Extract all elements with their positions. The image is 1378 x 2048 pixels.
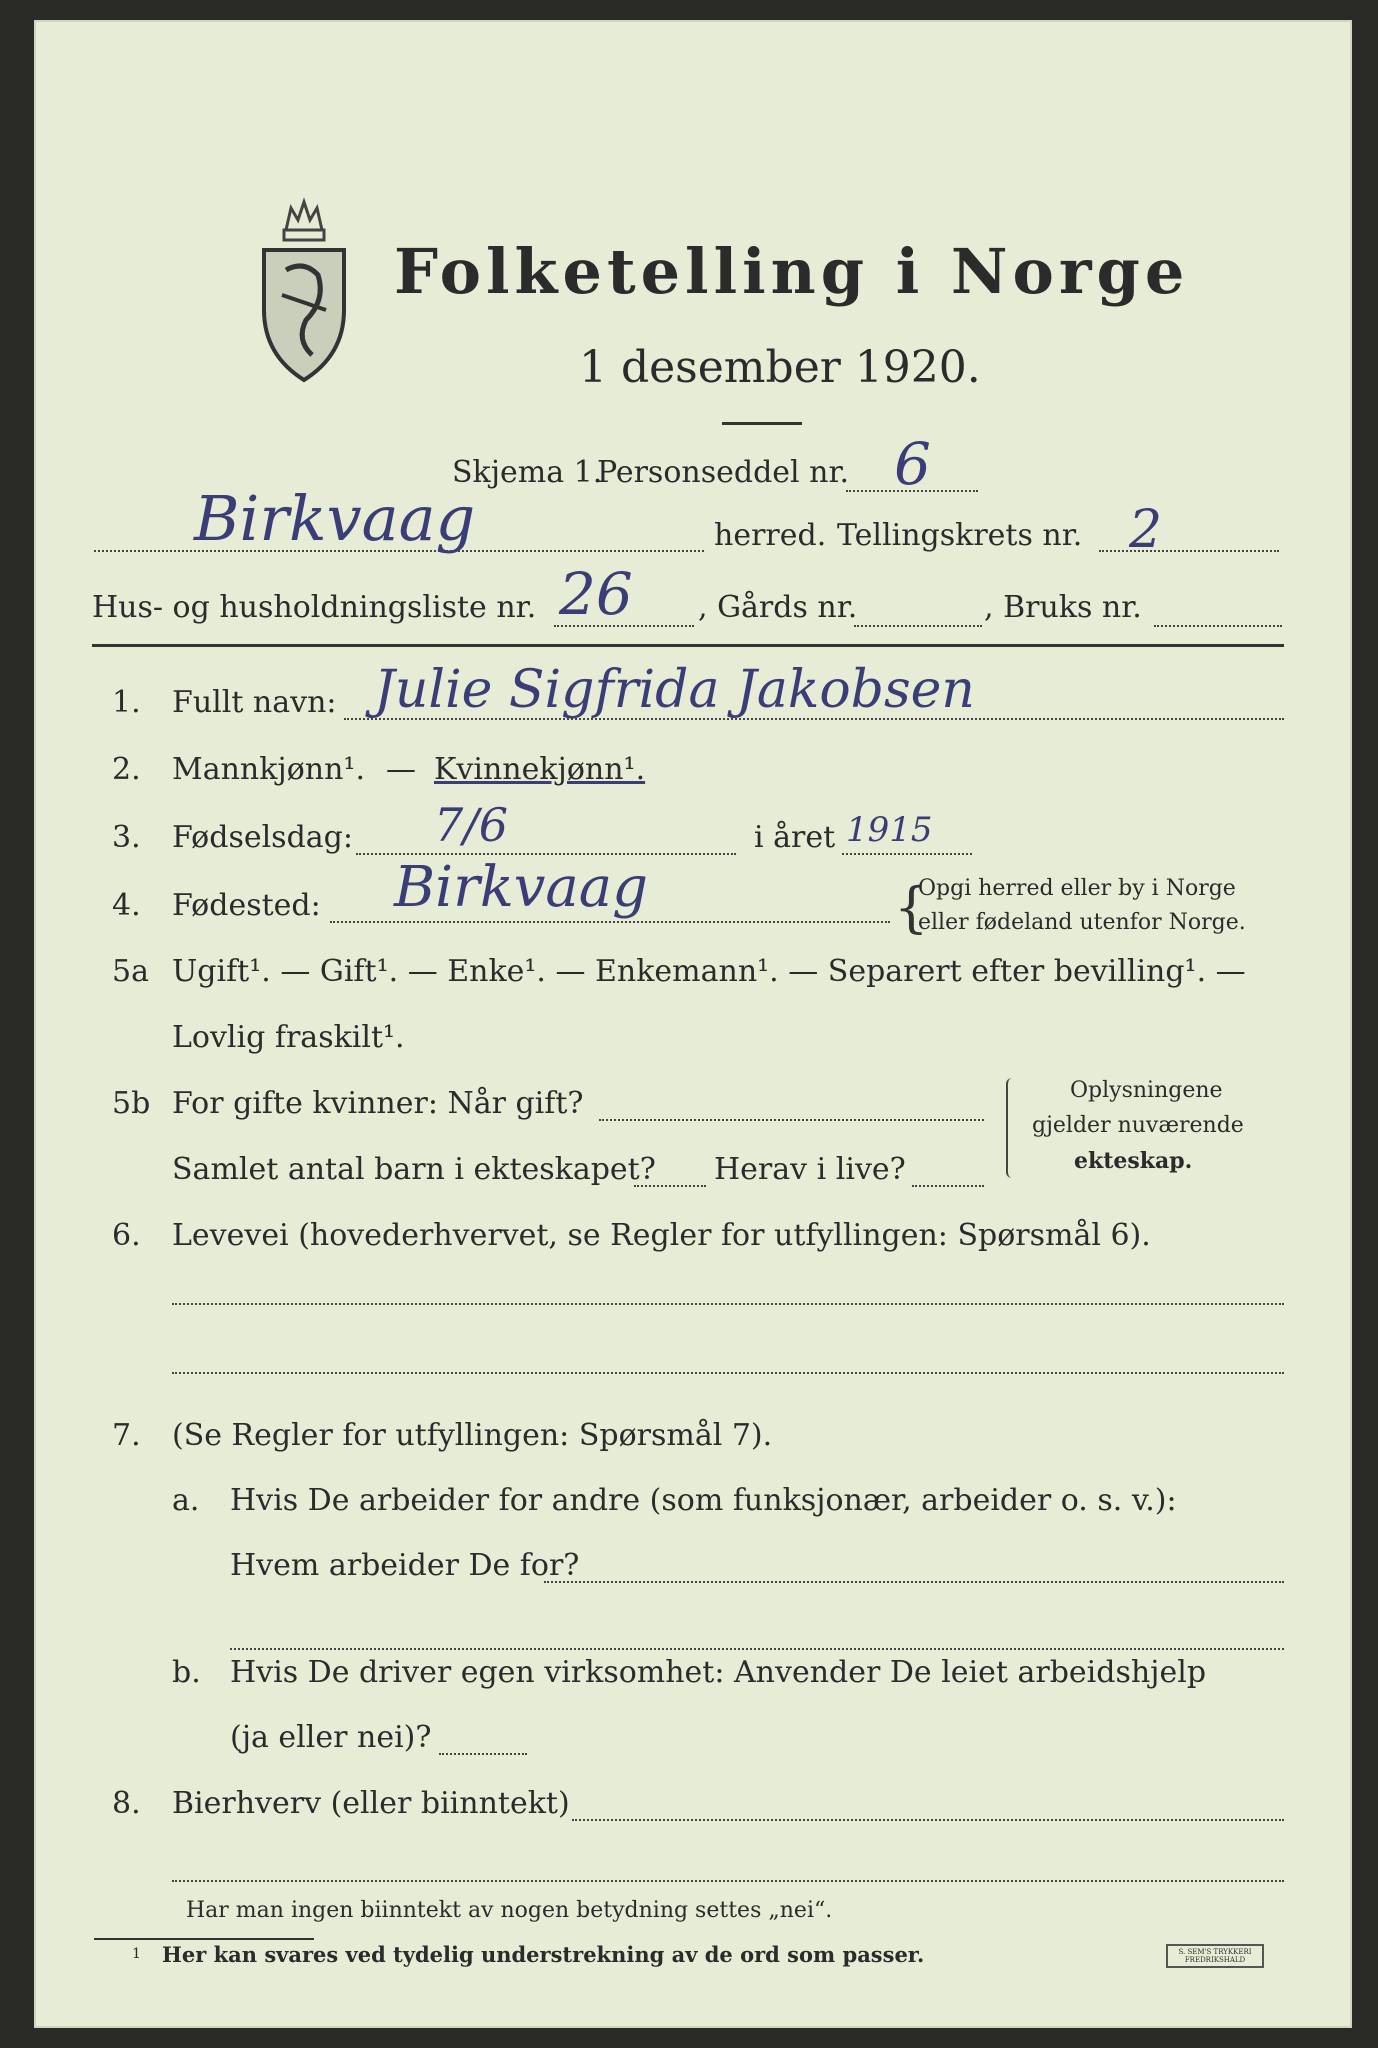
q5b-label-i-live: Herav i live?: [714, 1152, 906, 1187]
q7b-letter: b.: [172, 1655, 201, 1690]
husliste-label: Hus- og husholdningsliste nr.: [92, 590, 537, 625]
q3-label: Fødselsdag:: [172, 820, 353, 855]
q8-label: Bierhverv (eller biinntekt): [172, 1786, 570, 1821]
q5b-barn-field: [634, 1185, 706, 1187]
q2-number: 2.: [112, 752, 141, 787]
q5b-note-line1: Oplysningene: [1070, 1078, 1223, 1103]
q5b-nar-gift-field: [599, 1119, 984, 1121]
q5b-label-barn: Samlet antal barn i ekteskapet?: [172, 1152, 656, 1187]
q6-field-line1: [172, 1303, 1284, 1305]
header-divider: [92, 644, 1284, 647]
tellingskrets-field: [1099, 550, 1279, 552]
q4-label: Fødested:: [172, 888, 321, 923]
tellingskrets-label: Tellingskrets nr.: [837, 518, 1083, 553]
printer-stamp-line1: S. SEM'S TRYKKERI: [1178, 1948, 1252, 1956]
q6-field-line2: [172, 1372, 1284, 1374]
q2-mannkjonn: Mannkjønn¹.: [172, 752, 365, 787]
personseddel-label: Personseddel nr.: [597, 455, 850, 490]
husliste-value: 26: [559, 560, 633, 628]
q5a-line2: Lovlig fraskilt¹.: [172, 1020, 405, 1055]
personseddel-value: 6: [894, 430, 931, 498]
title-divider: [722, 422, 802, 425]
q7a-field-line2: [230, 1648, 1284, 1650]
q4-number: 4.: [112, 888, 141, 923]
q2-dash: —: [386, 752, 416, 787]
q5a-number: 5a: [112, 954, 149, 989]
q3-value: 7/6: [434, 798, 509, 852]
printer-stamp: [1166, 1944, 1264, 1968]
q8-note: Har man ingen biinntekt av nogen betydning settes „nei“.: [186, 1898, 833, 1923]
census-date: 1 desember 1920.: [579, 342, 981, 393]
herred-label: herred.: [714, 518, 827, 553]
q1-label: Fullt navn:: [172, 685, 337, 720]
herred-value: Birkvaag: [194, 482, 476, 555]
q5b-i-live-field: [912, 1185, 984, 1187]
q7a-line1: Hvis De arbeider for andre (som funksjonær, arbeider o. s. v.):: [230, 1483, 1177, 1518]
q4-note-line2: eller fødeland utenfor Norge.: [918, 910, 1246, 935]
q7a-line2: Hvem arbeider De for?: [230, 1548, 580, 1583]
q2-kvinnekjonn: Kvinnekjønn¹.: [434, 752, 646, 787]
q8-field-line2: [172, 1880, 1284, 1882]
q1-value: Julie Sigfrida Jakobsen: [374, 660, 975, 720]
q3-aaret-value: 1915: [846, 810, 933, 850]
q4-value: Birkvaag: [394, 855, 649, 920]
bruks-label: , Bruks nr.: [984, 590, 1142, 625]
q7b-line1: Hvis De driver egen virksomhet: Anvender De leiet arbeidshjelp: [230, 1655, 1207, 1690]
q7b-line2: (ja eller nei)?: [230, 1720, 432, 1755]
footnote-divider: [94, 1938, 314, 1940]
q7-label: (Se Regler for utfyllingen: Spørsmål 7).: [172, 1418, 773, 1453]
q5b-bracket: [1006, 1078, 1018, 1178]
coat-of-arms-icon: [246, 190, 362, 390]
gards-label: , Gårds nr.: [698, 590, 858, 625]
q3-aaret-field: [842, 853, 972, 855]
q7-number: 7.: [112, 1418, 141, 1453]
footnote-text: Her kan svares ved tydelig understrekning av de ord som passer.: [162, 1942, 925, 1967]
skjema-label: Skjema 1.: [452, 455, 603, 490]
q7a-field-line1: [544, 1581, 1284, 1583]
q5b-label-nar-gift: For gifte kvinner: Når gift?: [172, 1086, 584, 1121]
q7b-field: [439, 1753, 527, 1755]
q5b-note-line3: ekteskap.: [1074, 1148, 1193, 1174]
q4-note-line1: Opgi herred eller by i Norge: [918, 876, 1236, 901]
q4-field: [330, 921, 890, 923]
q5a-line1: Ugift¹. — Gift¹. — Enke¹. — Enkemann¹. — Separert efter bevilling¹. —: [172, 954, 1246, 989]
gards-field: [854, 625, 982, 627]
q5b-note-line2: gjelder nuværende: [1032, 1113, 1244, 1138]
q5b-number: 5b: [112, 1086, 151, 1121]
q7a-letter: a.: [172, 1483, 200, 1518]
q8-field-line1: [572, 1819, 1284, 1821]
q4-brace: {: [894, 876, 929, 939]
q6-number: 6.: [112, 1218, 141, 1253]
bruks-field: [1154, 625, 1282, 627]
footnote-mark: 1: [132, 1946, 141, 1962]
printer-stamp-line2: FREDRIKSHALD: [1184, 1956, 1246, 1964]
census-form: [34, 20, 1352, 2028]
q6-label: Levevei (hovederhvervet, se Regler for utfyllingen: Spørsmål 6).: [172, 1218, 1151, 1253]
q8-number: 8.: [112, 1786, 141, 1821]
q3-aaret-label: i året: [754, 820, 836, 855]
q1-number: 1.: [112, 685, 141, 720]
q3-number: 3.: [112, 820, 141, 855]
form-title: Folketelling i Norge: [394, 235, 1190, 308]
tellingskrets-value: 2: [1129, 500, 1163, 560]
